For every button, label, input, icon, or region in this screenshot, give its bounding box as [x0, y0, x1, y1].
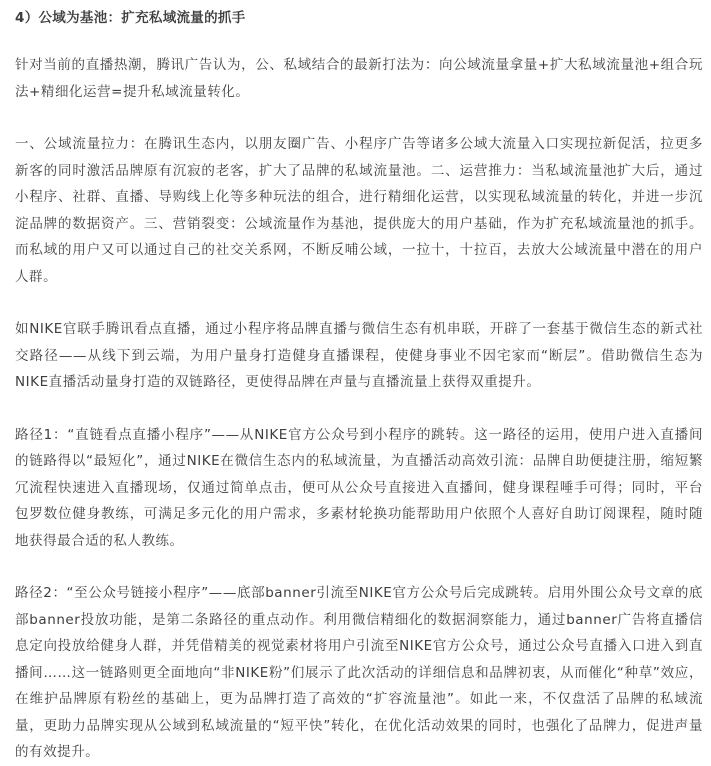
paragraph-strategy: 一、公域流量拉力：在腾讯生态内，以朋友圈广告、小程序广告等诸多公域大流量入口实现拉新促活，拉更多新客的同时激活品牌原有沉寂的老客，扩大了品牌的私域流量池。二、运营推力：当私域流量池扩大后，通过小程序、社群、直播、导购线上化等多种玩法的组合，进行精细化运营，以实现私域流量的转化，并进一步沉淀品牌的数据资产。三、营销裂变：公域流量作为基池，提供庞大的用户基础，作为扩充私域流量池的抓手。而私域的用户又可以通过自己的社交关系网，不断反哺公域，一拉十，十拉百，去放大公域流量中潜在的用户人群。: [15, 136, 703, 285]
paragraph-intro: 针对当前的直播热潮，腾讯广告认为，公、私域结合的最新打法为：向公域流量拿量+扩大私域流量池+组合玩法+精细化运营=提升私域流量转化。: [15, 57, 703, 100]
paragraph-path-2: 路径2：“至公众号链接小程序”——底部banner引流至NIKE官方公众号后完成跳转。启用外围公众号文章的底部banner投放功能，是第二条路径的重点动作。利用微信精细化的数据洞察能力，通过banner广告将直播信息定向投放给健身人群，并凭借精美的视觉素材将用户引流至NIKE官方公众号，通过公众号直播入口进入到直播间……这一链路则更全面地向“非NIKE粉”们展示了此次活动的详细信息和品牌初衷，从而催化“种草”效应，在维护品牌原有粉丝的基础上，更为品牌打造了高效的“扩容流量池”。如此一来，不仅盘活了品牌的私域流量，更助力品牌实现从公域到私域流量的“短平快”转化，在优化活动效果的同时，也强化了品牌力，促进声量的有效提升。: [15, 585, 703, 760]
paragraph-nike-case: 如NIKE官联手腾讯看点直播，通过小程序将品牌直播与微信生态有机串联，开辟了一套基于微信生态的新式社交路径——从线下到云端，为用户量身打造健身直播课程，使健身事业不因宅家而“断层”。借助微信生态为NIKE直播活动量身打造的双链路径，更使得品牌在声量与直播流量上获得双重提升。: [15, 321, 703, 390]
section-heading: 4）公域为基池：扩充私域流量的抓手: [15, 10, 246, 26]
paragraph-path-1: 路径1：“直链看点直播小程序”——从NIKE官方公众号到小程序的跳转。这一路径的运用，使用户进入直播间的链路得以“最短化”，通过NIKE在微信生态内的私域流量，为直播活动高效引流：品牌自助便捷注册，缩短繁冗流程快速进入直播现场，仅通过简单点击，便可从公众号直接进入直播间，健身课程唾手可得；同时，平台包罗数位健身教练，可满足多元化的用户需求，多素材轮换功能帮助用户依照个人喜好自助订阅课程，随时随地获得最合适的私人教练。: [15, 426, 703, 549]
